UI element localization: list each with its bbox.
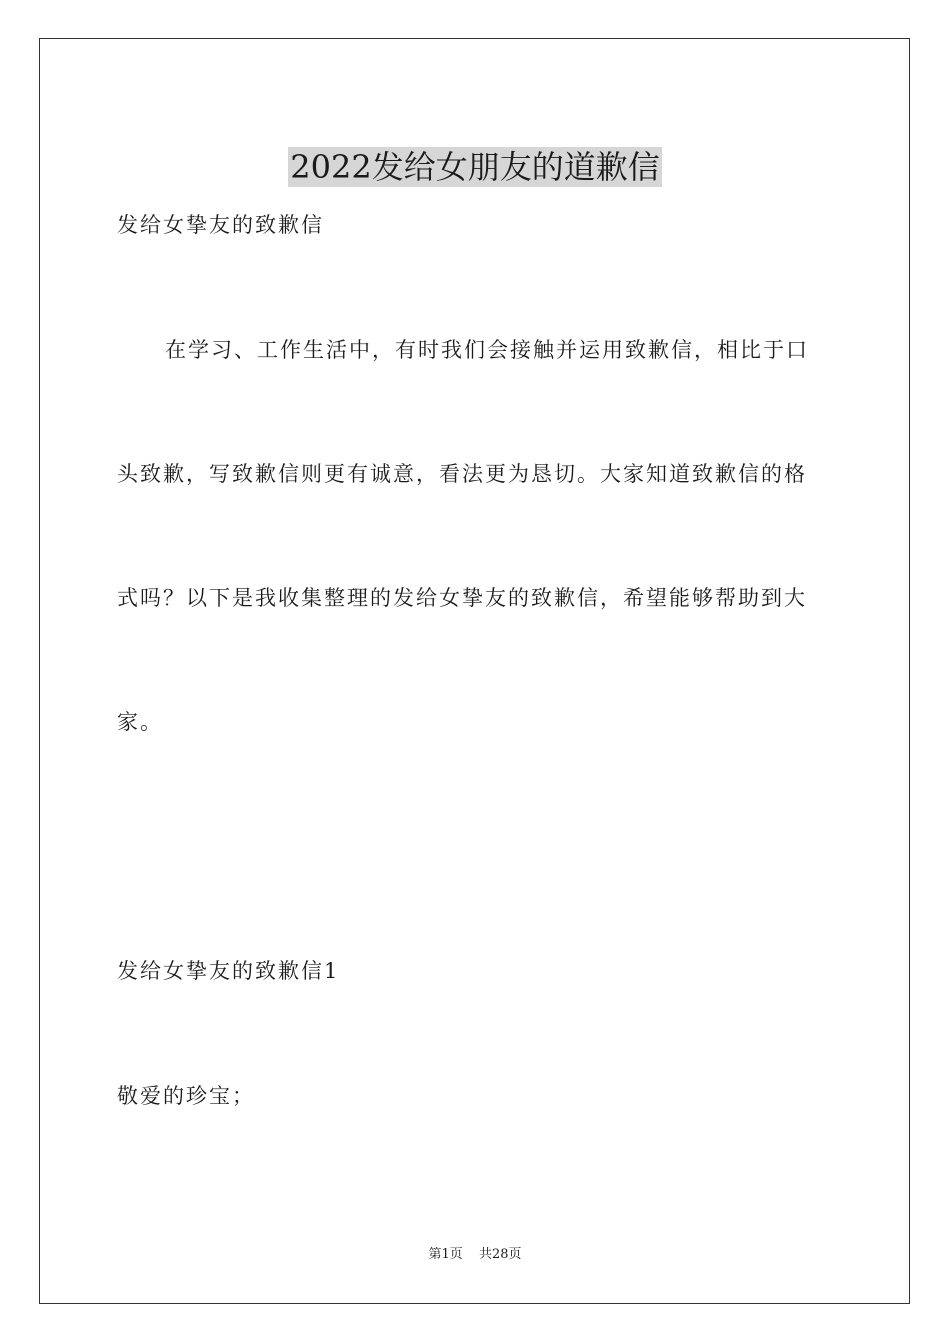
section-heading: 发给女挚友的致歉信1 <box>117 959 340 983</box>
paragraph-line-3: 式吗？以下是我收集整理的发给女挚友的致歉信，希望能够帮助到大 <box>117 586 807 610</box>
document-subtitle: 发给女挚友的致歉信 <box>117 213 324 237</box>
salutation: 敬爱的珍宝； <box>117 1084 255 1108</box>
document-title: 2022发给女朋友的道歉信 <box>290 148 660 187</box>
paragraph-line-4: 家。 <box>117 710 163 734</box>
paragraph-line-2: 头致歉，写致歉信则更有诚意，看法更为恳切。大家知道致歉信的格 <box>117 462 807 486</box>
page-footer <box>0 1246 950 1264</box>
page-number: 第1页 <box>428 1247 463 1262</box>
title-container <box>0 126 950 209</box>
total-pages: 共28页 <box>478 1247 522 1262</box>
paragraph-line-1: 在学习、工作生活中，有时我们会接触并运用致歉信，相比于口 <box>165 338 809 362</box>
